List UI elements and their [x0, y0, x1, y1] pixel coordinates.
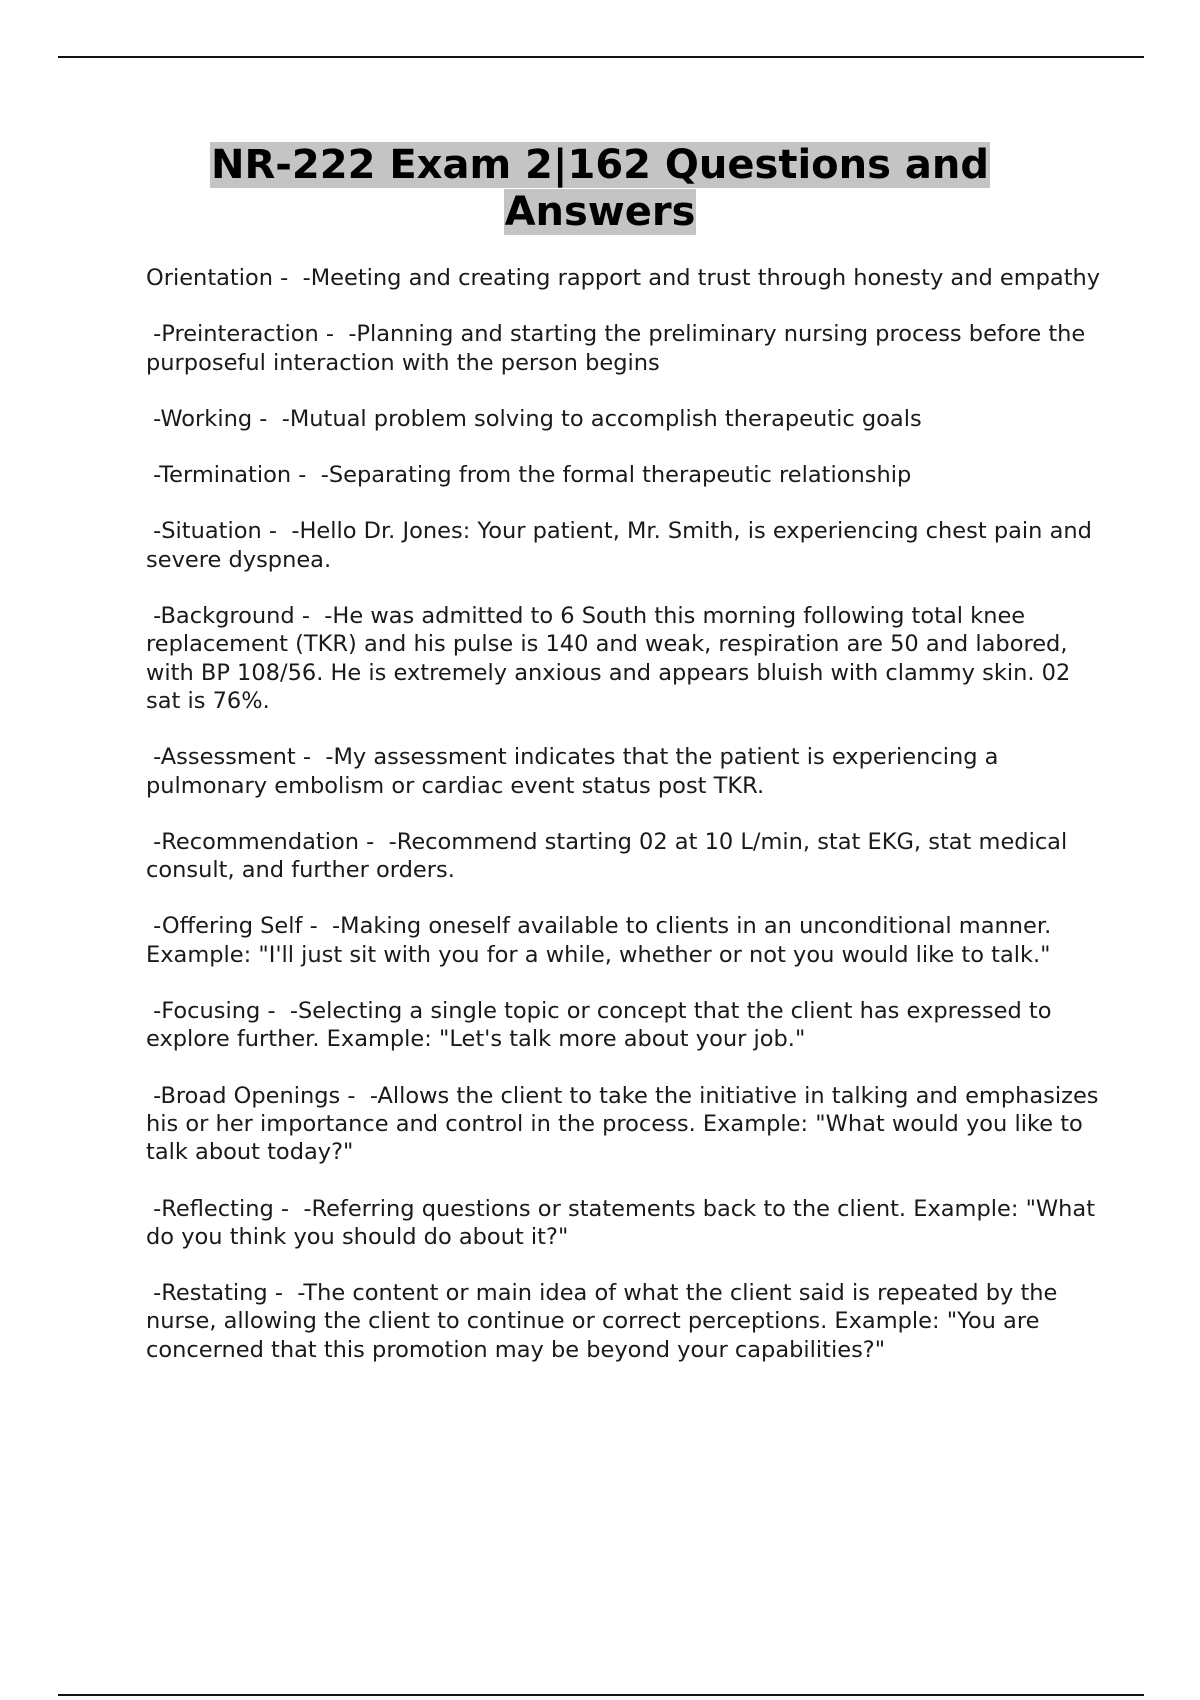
qa-definition: -Recommend starting 02 at 10 L/min, stat EKG, stat medical consult, and further orders.	[146, 828, 1075, 884]
qa-item: -Focusing - -Selecting a single topic or concept that the client has expressed to explore further. Example: "Let's talk more about your job."	[146, 998, 1059, 1053]
qa-definition: -My assessment indicates that the patient is experiencing a pulmonary embolism or cardiac event status post TKR.	[146, 744, 1006, 799]
qa-definition: -Planning and starting the preliminary nursing process before the purposeful interaction with the person begins	[146, 321, 1093, 376]
qa-list	[146, 264, 1106, 1392]
qa-term: -Background	[153, 603, 295, 630]
qa-term: -Broad Openings	[153, 1082, 341, 1109]
qa-term: -Termination	[153, 462, 292, 489]
qa-definition: -Making oneself available to clients in an unconditional manner. Example: "I'll just sit with you for a while, whether or not you would like to talk."	[146, 913, 1059, 968]
qa-term: -Focusing	[153, 998, 261, 1025]
qa-definition: -The content or main idea of what the client said is repeated by the nurse, allowing the client to continue or correct perceptions. Example: "You are concerned that this promotion may be beyond your capabilities?"	[146, 1280, 1065, 1363]
qa-definition: -Separating from the formal therapeutic relationship	[320, 462, 912, 489]
qa-definition: -Mutual problem solving to accomplish therapeutic goals	[281, 405, 922, 432]
qa-item: -Situation - -Hello Dr. Jones: Your patient, Mr. Smith, is experiencing chest pain and severe dyspnea.	[146, 518, 1100, 573]
qa-item: -Termination - -Separating from the formal therapeutic relationship	[146, 461, 1106, 489]
qa-term: -Assessment	[153, 744, 296, 771]
document-title: NR-222 Exam 2|162 Questions and Answers	[211, 142, 989, 235]
qa-term: -Restating	[153, 1280, 268, 1307]
qa-term: -Offering Self	[153, 913, 303, 940]
qa-item: -Offering Self - -Making oneself available to clients in an unconditional manner. Example: "I'll just sit with you for a while, whether or not you would like to talk."	[146, 913, 1059, 968]
qa-item: -Background - -He was admitted to 6 South this morning following total knee replacement (TKR) and his pulse is 140 and weak, respiration are 50 and labored, with BP 108/56. He is extremely anxious and appears bluish with clammy skin. 02 sat is 76%.	[146, 603, 1078, 714]
qa-term: -Recommendation	[153, 828, 359, 855]
qa-definition: -Allows the client to take the initiative in talking and emphasizes his or her importance and control in the process. Example: "What would you like to talk about today?"	[146, 1082, 1106, 1166]
qa-definition: -Meeting and creating rapport and trust through honesty and empathy	[302, 265, 1101, 291]
qa-definition: -Selecting a single topic or concept that the client has expressed to explore further. Example: "Let's talk more about your job."	[146, 998, 1059, 1053]
qa-term: -Preinteraction	[153, 321, 319, 348]
qa-definition: -Referring questions or statements back to the client. Example: "What do you think you should do about it?"	[146, 1195, 1103, 1250]
qa-term: -Situation	[153, 518, 262, 545]
header-rule	[58, 56, 1144, 58]
qa-item: -Recommendation - -Recommend starting 02 at 10 L/min, stat EKG, stat medical consult, and further orders.	[146, 828, 1075, 884]
qa-item: -Reflecting - -Referring questions or statements back to the client. Example: "What do you think you should do about it?"	[146, 1195, 1103, 1250]
qa-definition: -He was admitted to 6 South this morning following total knee replacement (TKR) and his pulse is 140 and weak, respiration are 50 and labored, with BP 108/56. He is extremely anxious and appears bluish with clammy skin. 02 sat is 76%.	[146, 603, 1078, 714]
qa-item: -Restating - -The content or main idea of what the client said is repeated by the nurse, allowing the client to continue or correct perceptions. Example: "You are concerned that this promotion may be beyond your capabilities?"	[146, 1280, 1065, 1363]
qa-term: -Working	[153, 405, 253, 432]
qa-item: -Working - -Mutual problem solving to accomplish therapeutic goals	[146, 405, 1106, 433]
qa-item: -Broad Openings - -Allows the client to take the initiative in talking and emphasizes his or her importance and control in the process. Example: "What would you like to talk about today?"	[146, 1082, 1106, 1166]
qa-term: Orientation	[146, 265, 274, 291]
footer-rule	[58, 1694, 1144, 1696]
qa-item: -Preinteraction - -Planning and starting the preliminary nursing process before the purposeful interaction with the person begins	[146, 321, 1093, 376]
qa-item: Orientation - -Meeting and creating rapport and trust through honesty and empathy	[146, 265, 1101, 291]
qa-definition: -Hello Dr. Jones: Your patient, Mr. Smith, is experiencing chest pain and severe dyspnea.	[146, 518, 1100, 573]
qa-term: -Reflecting	[153, 1195, 274, 1222]
qa-item: -Assessment - -My assessment indicates that the patient is experiencing a pulmonary embolism or cardiac event status post TKR.	[146, 744, 1006, 799]
title-block	[0, 142, 1200, 236]
